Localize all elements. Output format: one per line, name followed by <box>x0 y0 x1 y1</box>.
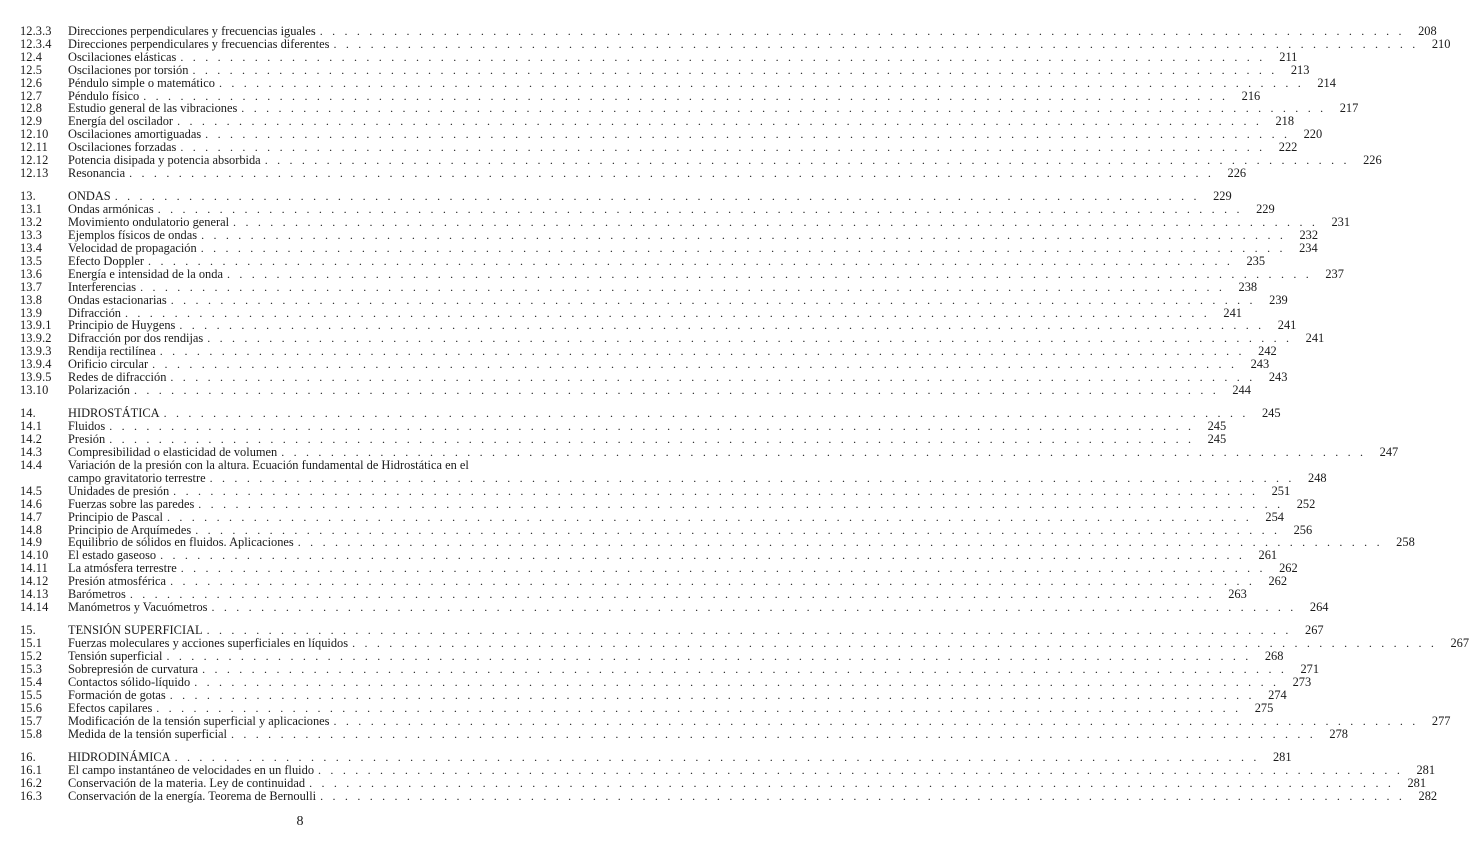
entry-page: 216 <box>1241 88 1261 103</box>
entry-page: 211 <box>1279 49 1298 64</box>
dot-leader <box>207 601 1300 614</box>
toc-entry <box>20 599 1329 614</box>
toc-entry <box>20 240 1318 255</box>
entry-page: 243 <box>1250 357 1270 372</box>
entry-number: 12.3.3 <box>20 23 52 38</box>
entry-title: Sobrepresión de curvatura <box>68 662 199 677</box>
entry-title: El campo instantáneo de velocidades en un fluido <box>68 762 315 777</box>
entry-number: 13.2 <box>20 215 43 230</box>
entry-number: 12.8 <box>20 101 43 116</box>
entry-title: Medida de la tensión superficial <box>68 726 227 741</box>
entry-page: 243 <box>1268 370 1288 385</box>
entry-number: 14.14 <box>20 599 49 614</box>
entry-page: 244 <box>1232 382 1251 397</box>
entry-number: 12.5 <box>20 62 43 77</box>
entry-title: Péndulo físico <box>68 88 140 103</box>
entry-page: 273 <box>1292 674 1312 689</box>
entry-title: Barómetros <box>68 587 126 602</box>
entry-number: 14.1 <box>20 419 43 434</box>
entry-number: 15.7 <box>20 713 43 728</box>
entry-page: 241 <box>1305 331 1325 346</box>
entry-number: 14.11 <box>20 561 48 576</box>
entry-number: 13.3 <box>20 228 43 243</box>
toc-entry <box>20 49 1298 64</box>
entry-page: 281 <box>1407 775 1427 790</box>
entry-number: 13.9.5 <box>20 370 52 385</box>
toc-entry <box>20 266 1344 281</box>
entry-title: Modificación de la tensión superficial y aplicaciones <box>68 713 330 728</box>
entry-title: Oscilaciones por torsión <box>68 62 189 77</box>
dot-leader <box>223 268 1316 281</box>
entry-title: Fluidos <box>68 419 106 434</box>
entry-title: Contactos sólido-líquido <box>68 674 191 689</box>
entry-title: Oscilaciones amortiguadas <box>68 127 202 142</box>
entry-number: 12.13 <box>20 165 49 180</box>
entry-page: 241 <box>1223 305 1242 320</box>
entry-title: Oscilaciones forzadas <box>68 140 177 155</box>
dot-leader <box>167 294 1260 307</box>
entry-page: 254 <box>1265 509 1284 524</box>
entry-number: 16.3 <box>20 788 43 803</box>
entry-number: 12.4 <box>20 49 43 64</box>
dot-leader <box>152 702 1245 715</box>
entry-title: HIDRODINÁMICA <box>68 750 171 765</box>
entry-page: 239 <box>1269 292 1288 307</box>
entry-page: 268 <box>1264 649 1284 664</box>
entry-page: 222 <box>1278 140 1298 155</box>
entry-title: Fuerzas sobre las paredes <box>68 496 195 511</box>
entry-number: 13.8 <box>20 292 43 307</box>
entry-number: 13.9 <box>20 305 43 320</box>
entry-title: Péndulo simple o matemático <box>68 75 215 90</box>
entry-title: Principio de Pascal <box>68 509 163 524</box>
entry-page: 275 <box>1254 700 1274 715</box>
toc-entry <box>20 687 1287 702</box>
dot-leader <box>215 77 1308 90</box>
entry-title: Efectos capilares <box>68 700 153 715</box>
toc-entry <box>20 750 1292 765</box>
toc-entry <box>20 36 1451 51</box>
entry-title: ONDAS <box>68 189 111 204</box>
entry-page: 234 <box>1299 240 1318 255</box>
entry-title: Ondas armónicas <box>68 202 154 217</box>
entry-title: Manómetros y Vacuómetros <box>68 599 208 614</box>
entry-number: 12.12 <box>20 153 49 168</box>
entry-number: 13.9.2 <box>20 331 52 346</box>
toc-entry <box>20 253 1266 268</box>
entry-page: 264 <box>1309 599 1329 614</box>
entry-title: Energía e intensidad de la onda <box>68 266 223 281</box>
entry-page: 282 <box>1418 788 1438 803</box>
entry-page: 281 <box>1416 762 1436 777</box>
entry-title: Presión <box>68 432 106 447</box>
entry-page: 267 <box>1305 623 1324 638</box>
entry-number: 14.8 <box>20 522 43 537</box>
entry-title: Conservación de la materia. Ley de continuidad <box>68 775 306 790</box>
toc-entry <box>20 382 1251 397</box>
entry-title: Fuerzas moleculares y acciones superficiales en líquidos <box>68 636 349 651</box>
entry-number: 14.6 <box>20 496 43 511</box>
dot-leader <box>144 255 1237 268</box>
entry-page: 262 <box>1279 561 1298 576</box>
dot-leader <box>136 281 1229 294</box>
toc-entry <box>20 713 1451 728</box>
dot-leader <box>163 511 1256 524</box>
entry-page: 218 <box>1275 114 1295 129</box>
entry-title: Polarización <box>68 382 130 397</box>
entry-page: 214 <box>1317 75 1336 90</box>
entry-title: Tensión superficial <box>68 649 163 664</box>
entry-number: 16.1 <box>20 762 43 777</box>
dot-leader <box>316 25 1409 38</box>
entry-page: 237 <box>1325 266 1344 281</box>
entry-number: 13.1 <box>20 202 43 217</box>
dot-leader <box>314 764 1407 777</box>
entry-number: 15. <box>20 623 36 638</box>
entry-number: 16. <box>20 750 36 765</box>
page-number: 8 <box>296 814 304 829</box>
entry-page: 261 <box>1258 548 1278 563</box>
entry-number: 15.5 <box>20 687 43 702</box>
toc-entry <box>20 62 1310 77</box>
dot-leader <box>316 790 1409 803</box>
entry-page: 213 <box>1290 62 1310 77</box>
entry-title: Velocidad de propagación <box>68 240 197 255</box>
entry-title: Difracción <box>68 305 121 320</box>
entry-title: Resonancia <box>68 165 126 180</box>
toc-entry <box>20 23 1437 38</box>
entry-page: 229 <box>1256 202 1275 217</box>
toc-entry <box>20 762 1436 777</box>
entry-title: Presión atmosférica <box>68 574 167 589</box>
dot-leader <box>194 498 1287 511</box>
entry-title: Energía del oscilador <box>68 114 174 129</box>
entry-number: 13.4 <box>20 240 43 255</box>
entry-number: 13.5 <box>20 253 43 268</box>
entry-title: HIDROSTÁTICA <box>68 406 160 421</box>
entry-title: Equilibrio de sólidos en fluidos. Aplicaciones <box>68 535 294 550</box>
dot-leader <box>125 167 1218 180</box>
toc-entry <box>20 788 1438 803</box>
entry-page: 263 <box>1228 587 1247 602</box>
entry-number: 12.9 <box>20 114 43 129</box>
dot-leader <box>227 728 1320 741</box>
dot-leader <box>330 715 1423 728</box>
entry-number: 15.3 <box>20 662 43 677</box>
entry-page: 251 <box>1271 483 1291 498</box>
entry-page: 252 <box>1296 496 1316 511</box>
entry-number: 12.6 <box>20 75 43 90</box>
toc-entry <box>20 165 1247 180</box>
toc-entry <box>20 726 1348 741</box>
entry-title-continued: campo gravitatorio terrestre <box>68 470 206 485</box>
toc-entry <box>20 292 1288 307</box>
dot-leader <box>130 384 1223 397</box>
entry-number: 14.10 <box>20 548 49 563</box>
entry-number: 14.3 <box>20 445 43 460</box>
entry-page: 262 <box>1268 574 1288 589</box>
entry-number: 13.9.4 <box>20 357 52 372</box>
entry-title: Direcciones perpendiculares y frecuencias iguales <box>68 23 316 38</box>
entry-page: 271 <box>1300 662 1320 677</box>
entry-number: 15.1 <box>20 636 43 651</box>
entry-number: 16.2 <box>20 775 43 790</box>
entry-page: 242 <box>1258 344 1277 359</box>
dot-leader <box>305 777 1398 790</box>
dot-leader <box>166 689 1259 702</box>
entry-title: La atmósfera terrestre <box>68 561 177 576</box>
entry-title: Difracción por dos rendijas <box>68 331 204 346</box>
toc-entry <box>20 700 1274 715</box>
entry-number: 12.3.4 <box>20 36 52 51</box>
entry-page: 245 <box>1261 406 1281 421</box>
entry-title: Estudio general de las vibraciones <box>68 101 238 116</box>
entry-number: 15.4 <box>20 674 43 689</box>
dot-leader <box>206 472 1299 485</box>
entry-title: El estado gaseoso <box>68 548 157 563</box>
entry-number: 12.11 <box>20 140 48 155</box>
entry-title: Compresibilidad o elasticidad de volumen <box>68 445 278 460</box>
entry-number: 14.4 <box>20 457 43 472</box>
entry-number: 14.5 <box>20 483 43 498</box>
entry-title: Principio de Arquímedes <box>68 522 192 537</box>
table-of-contents <box>20 23 1469 803</box>
entry-page: 231 <box>1331 215 1351 230</box>
entry-page: 248 <box>1308 470 1327 485</box>
toc-entry <box>20 674 1312 689</box>
dot-leader <box>176 51 1269 64</box>
entry-page: 208 <box>1418 23 1437 38</box>
toc-entry <box>20 483 1291 498</box>
entry-title: Variación de la presión con la altura. Ecuación fundamental de Hidrostática en el <box>68 457 469 472</box>
toc-entry <box>20 459 575 472</box>
entry-page: 267 <box>1450 636 1469 651</box>
toc-entry <box>20 509 1284 524</box>
entry-title: Oscilaciones elásticas <box>68 49 177 64</box>
entry-number: 14.7 <box>20 509 43 524</box>
entry-page: 229 <box>1213 189 1232 204</box>
entry-page: 245 <box>1207 419 1227 434</box>
entry-page: 226 <box>1227 165 1247 180</box>
entry-page: 277 <box>1431 713 1451 728</box>
entry-number: 14. <box>20 406 36 421</box>
entry-title: Ejemplos físicos de ondas <box>68 228 198 243</box>
entry-number: 14.13 <box>20 587 49 602</box>
dot-leader <box>171 751 1264 764</box>
entry-title: Rendija rectilínea <box>68 344 156 359</box>
entry-page: 238 <box>1238 279 1258 294</box>
dot-leader <box>169 485 1262 498</box>
entry-title: Interferencias <box>68 279 137 294</box>
entry-number: 14.9 <box>20 535 43 550</box>
toc-entry <box>20 75 1336 90</box>
entry-page: 247 <box>1379 445 1399 460</box>
entry-page: 241 <box>1277 318 1297 333</box>
entry-title: Redes de difracción <box>68 370 167 385</box>
entry-page: 274 <box>1268 687 1287 702</box>
entry-page: 217 <box>1339 101 1359 116</box>
entry-number: 15.6 <box>20 700 43 715</box>
entry-page: 256 <box>1293 522 1313 537</box>
entry-number: 12.7 <box>20 88 43 103</box>
entry-title: Formación de gotas <box>68 687 166 702</box>
entry-page: 210 <box>1431 36 1451 51</box>
entry-title: Unidades de presión <box>68 483 170 498</box>
toc-entry <box>20 775 1427 790</box>
entry-page: 226 <box>1363 153 1382 168</box>
entry-page: 258 <box>1396 535 1415 550</box>
entry-title: Conservación de la energía. Teorema de Bernoulli <box>68 788 317 803</box>
entry-page: 245 <box>1207 432 1227 447</box>
entry-number: 13.6 <box>20 266 43 281</box>
entry-number: 12.10 <box>20 127 49 142</box>
entry-number: 13.9.3 <box>20 344 52 359</box>
entry-number: 14.12 <box>20 574 49 589</box>
entry-number: 13.9.1 <box>20 318 52 333</box>
entry-page: 281 <box>1272 750 1292 765</box>
dot-leader <box>329 38 1422 51</box>
entry-number: 13. <box>20 189 36 204</box>
entry-title: Direcciones perpendiculares y frecuencias diferentes <box>68 36 330 51</box>
entry-page: 235 <box>1246 253 1266 268</box>
entry-page: 278 <box>1329 726 1348 741</box>
entry-title: Potencia disipada y potencia absorbida <box>68 153 261 168</box>
entry-title: Orificio circular <box>68 357 149 372</box>
toc-entry-continuation <box>20 470 1327 485</box>
entry-title: Ondas estacionarias <box>68 292 167 307</box>
toc-entry <box>20 496 1316 511</box>
entry-title: TENSIÓN SUPERFICIAL <box>68 623 203 638</box>
entry-number: 14.2 <box>20 432 43 447</box>
entry-number: 13.7 <box>20 279 43 294</box>
entry-number: 13.10 <box>20 382 49 397</box>
entry-page: 232 <box>1299 228 1319 243</box>
entry-title: Movimiento ondulatorio general <box>68 215 230 230</box>
entry-number: 15.8 <box>20 726 43 741</box>
entry-title: Principio de Huygens <box>68 318 176 333</box>
dot-leader <box>197 242 1290 255</box>
entry-number: 15.2 <box>20 649 43 664</box>
dot-leader <box>190 676 1283 689</box>
entry-title: Efecto Doppler <box>68 253 145 268</box>
toc-entry <box>20 279 1258 294</box>
entry-page: 220 <box>1303 127 1323 142</box>
dot-leader <box>188 64 1281 77</box>
